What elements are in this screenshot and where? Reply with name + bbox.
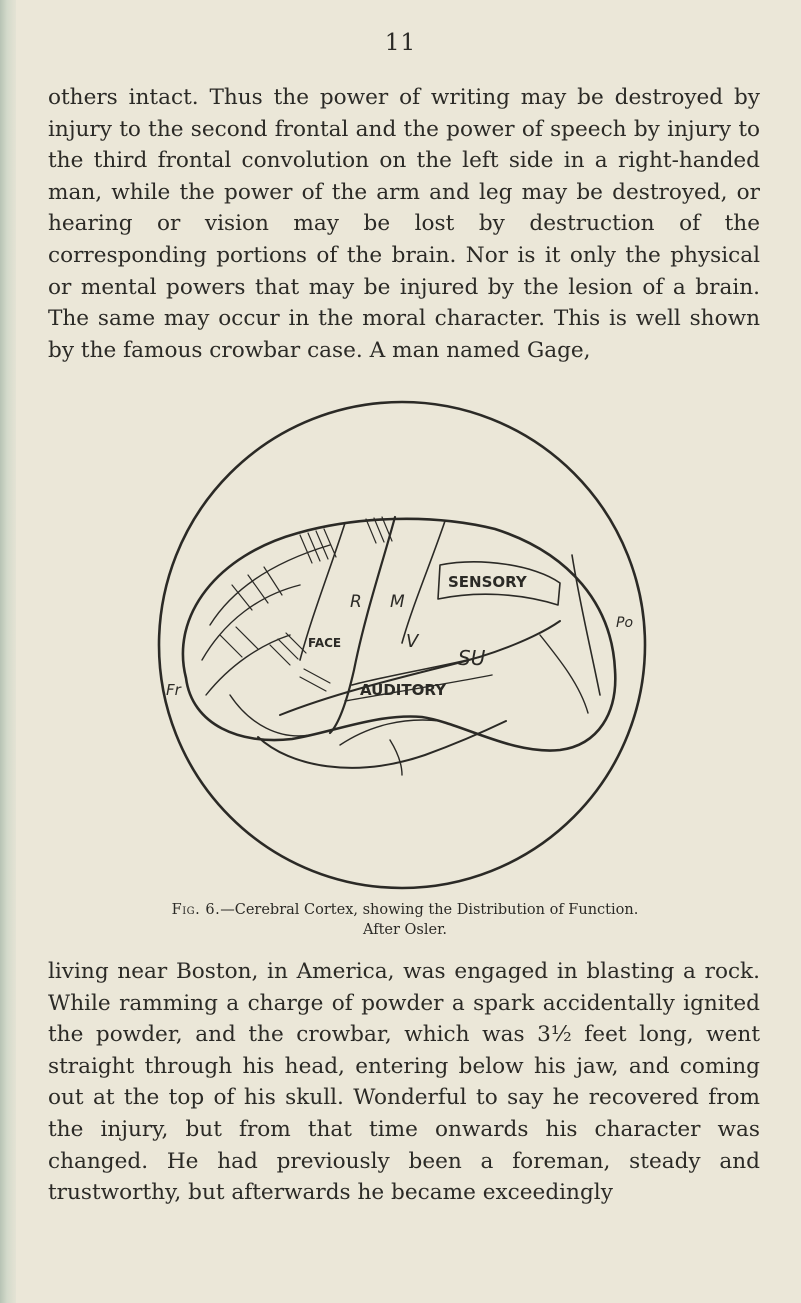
paragraph-top: others intact. Thus the power of writing may be destroyed by injury to the second frontal and the power of speech by injury to the third frontal convolution on the left side in a right-handed man, while the power of the arm and leg may be destroyed, or hearing or vision may be lost by destruction of the corresponding portions of the brain. Nor is it only the physical or mental powers that may be injured by the lesion of a brain. The same may occur in the moral character. This is well shown by the famous crowbar case. A man named Gage, — [48, 85, 760, 363]
temporal-curve — [258, 721, 506, 768]
label-m: M — [390, 592, 405, 612]
page-spine-shadow — [0, 0, 16, 1303]
parieto-occipital-line — [572, 555, 600, 695]
brain-diagram — [140, 395, 660, 895]
label-fr: Fr — [166, 681, 181, 699]
label-r: R — [350, 592, 362, 612]
caption-line-1 — [60, 900, 750, 920]
caption-figure-label: Fig. 6. — [171, 902, 221, 918]
caption-line-2: After Osler. — [362, 922, 448, 938]
label-sensory: SENSORY — [448, 573, 527, 591]
label-auditory: AUDITORY — [360, 681, 446, 699]
paragraph-bottom: living near Boston, in America, was engaged in blasting a rock. While ramming a charge of powder a spark accidentally ignited the powder, and the crowbar, which was 3½ feet long, went straight through his head, entering below his jaw, and coming out at the top of his skull. Wonderful to say he recovered from the injury, but from that time onwards his character was changed. He had previously been a foreman, steady and trustworthy, but afterwards he became exceedingly — [48, 959, 760, 1206]
central-fissure — [330, 517, 395, 733]
page-number: 11 — [384, 30, 417, 56]
figure-caption — [60, 900, 750, 940]
caption-text: —Cerebral Cortex, showing the Distribution of Function. — [220, 902, 639, 918]
label-po: Po — [616, 615, 634, 631]
brain-figure — [140, 395, 660, 895]
outer-circle — [159, 402, 645, 888]
label-v: V — [406, 631, 419, 652]
label-face: FACE — [308, 636, 342, 650]
label-su: SU — [458, 646, 486, 670]
